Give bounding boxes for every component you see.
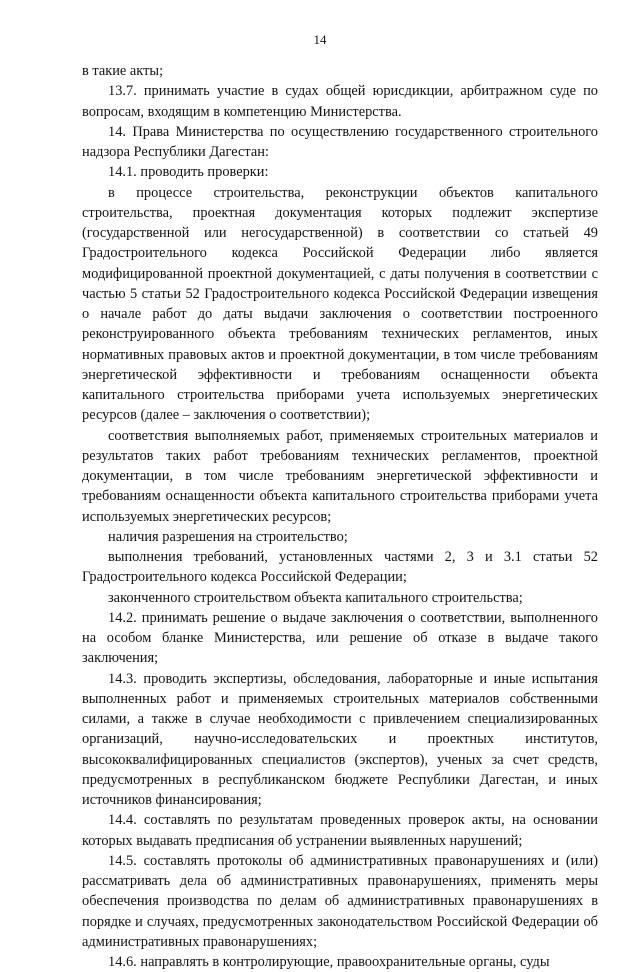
page-number: 14: [313, 32, 327, 47]
paragraph-14-5: 14.5. составлять протоколы об административных правонарушениях и (или) рассматривать дела об административных правонарушениях, применять меры обеспечения производства по делам об административных правонарушениях в порядке и случаях, предусмотренных законодательством Российской Федерации об административных правонарушениях;: [82, 852, 598, 950]
paragraph-13-7: 13.7. принимать участие в судах общей юрисдикции, арбитражном суде по вопросам, входящим в компетенцию Министерства.: [82, 83, 598, 120]
paragraph-14-3: 14.3. проводить экспертизы, обследования, лабораторные и иные испытания выполненных работ и применяемых строительных материалов собственными силами, а также в случае необходимости с привлечением специализированных организаций, научно-исследовательских и проектных институтов, высококвалифицированных специалистов (экспертов), ученых за счет средств, предусмотренных в республиканском бюджете Республики Дагестан, и иных источников финансирования;: [82, 670, 598, 808]
paragraph-14-1-item-construction: в процессе строительства, реконструкции объектов капитального строительства, проектная документация которых подлежит экспертизе (государственной или негосударственной) в соответствии со статьей 49 Градостроительного кодекса Российской Федерации либо является модифицированной проектной документацией, с даты получения в соответствии с частью 5 статьи 52 Градостроительного кодекса Российской Федерации извещения о начале работ до даты выдачи заключения о соответствии построенного реконструированного объекта требованиям технических регламентов, иных нормативных правовых актов и проектной документации, в том числе требованиям энергетической эффективности и требованиям оснащенности объекта капитального строительства приборами учета используемых энергетических ресурсов (далее – заключения о соответствии);: [82, 184, 598, 424]
paragraph-14-1-item-completed: законченного строительством объекта капитального строительства;: [108, 589, 523, 606]
paragraph-14-1-item-requirements: выполнения требований, установленных частями 2, 3 и 3.1 статьи 52 Градостроительного кодекса Российской Федерации;: [82, 549, 598, 586]
paragraph-continuation: в такие акты;: [82, 63, 164, 79]
paragraph-14-1: 14.1. проводить проверки:: [108, 164, 269, 181]
paragraph-14-1-item-permit: наличия разрешения на строительство;: [108, 528, 348, 545]
paragraph-14-1-item-works: соответствия выполняемых работ, применяемых строительных материалов и результатов таких работ требованиям технических регламентов, проектной документации, в том числе требованиям энергетической эффективности и требованиям оснащенности объекта капитального строительства приборами учета используемых энергетических ресурсов;: [82, 427, 598, 525]
paragraph-14: 14. Права Министерства по осуществлению государственного строительного надзора Республики Дагестан:: [82, 123, 598, 160]
paragraph-14-4: 14.4. составлять по результатам проведенных проверок акты, на основании которых выдавать предписания об устранении выявленных нарушений;: [82, 812, 598, 849]
document-body: [82, 61, 598, 972]
paragraph-14-2: 14.2. принимать решение о выдаче заключения о соответствии, выполненного на особом бланке Министерства, или решение об отказе в выдаче такого заключения;: [82, 609, 598, 667]
paragraph-14-6: 14.6. направлять в контролирующие, правоохранительные органы, суды: [108, 954, 550, 970]
